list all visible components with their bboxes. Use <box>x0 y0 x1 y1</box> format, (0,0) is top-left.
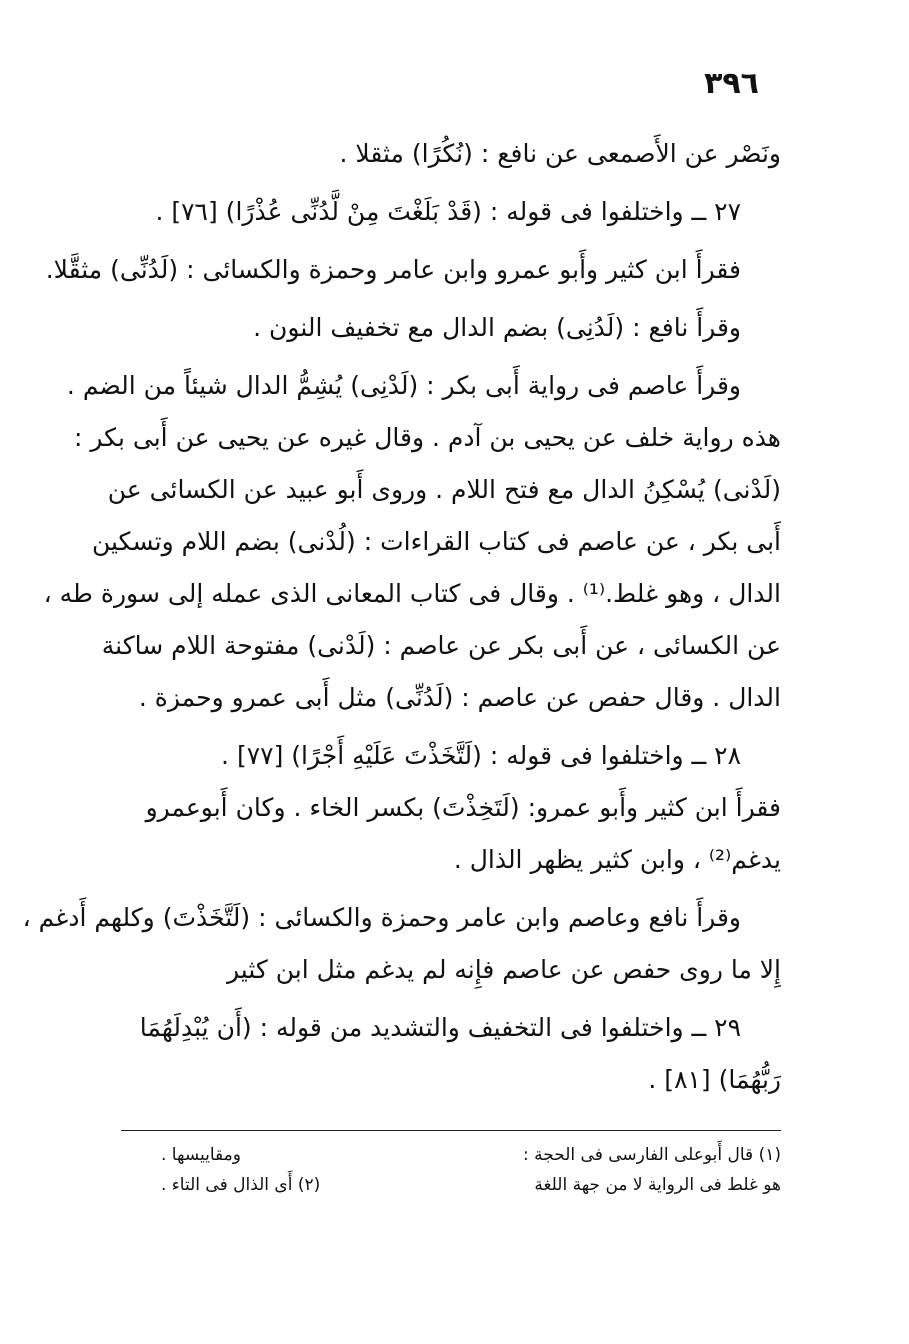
footnote-row <box>111 1140 781 1170</box>
text-line: ٢٧ ــ واختلفوا فى قوله : (قَدْ بَلَغْتَ مِنْ لَّدُنِّى عُذْرًا) [٧٦] . <box>155 197 741 226</box>
main-text <box>22 128 781 1106</box>
footnotes <box>111 1140 781 1200</box>
text-line: هذه رواية خلف عن يحيى بن آدم . وقال غيره عن يحيى عن أَبى بكر : <box>74 423 781 452</box>
text-line: يدغم⁽²⁾ ، وابن كثير يظهر الذال . <box>453 845 781 874</box>
text-line: وقرأَ نافع : (لَدُنِى) بضم الدال مع تخفيف النون . <box>253 313 741 342</box>
text-line: فقرأَ ابن كثير وأَبو عمرو: (لَتَخِذْتَ) بكسر الخاء . وكان أَبوعمرو <box>145 793 781 822</box>
text-line: إِلا ما روى حفص عن عاصم فإِنه لم يدغم مثل ابن كثير <box>227 955 781 984</box>
text-line: (لَدْنى) يُسْكِنُ الدال مع فتح اللام . وروى أَبو عبيد عن الكسائى عن <box>107 475 781 504</box>
text-line: ٢٨ ــ واختلفوا فى قوله : (لَتَّخَذْتَ عَلَيْهِ أَجْرًا) [٧٧] . <box>221 741 741 770</box>
page-number: ٣٩٦ <box>704 66 759 101</box>
footnote-2-text: (٢) أَى الذال فى التاء . <box>161 1175 321 1195</box>
text-line: الدال . وقال حفص عن عاصم : (لَدُنِّى) مثل أَبى عمرو وحمزة . <box>138 683 781 712</box>
footnote-row <box>111 1170 781 1200</box>
footnote-1-continuation: ومقاييسها . <box>161 1145 241 1165</box>
footnote-separator <box>121 1130 781 1131</box>
footnote-1-text: (١) قال أَبوعلى الفارسى فى الحجة : <box>523 1145 781 1165</box>
text-line: رَبُّهُمَا) [٨١] . <box>648 1065 781 1094</box>
text-line: عن الكسائى ، عن أَبى بكر عن عاصم : (لَدْنى) مفتوحة اللام ساكنة <box>101 631 781 660</box>
text-line: وقرأَ نافع وعاصم وابن عامر وحمزة والكسائى : (لَتَّخَذْتَ) وكلهم أَدغم ، <box>22 903 741 932</box>
text-line: ٢٩ ــ واختلفوا فى التخفيف والتشديد من قوله : (أَن يُبْدِلَهُمَا <box>139 1013 741 1042</box>
text-line: ونَصْر عن الأَصمعى عن نافع : (نُكُرًا) مثقلا . <box>339 139 781 168</box>
footnote-1-continuation-2: هو غلط فى الرواية لا من جهة اللغة <box>534 1175 781 1195</box>
text-line: الدال ، وهو غلط.⁽¹⁾ . وقال فى كتاب المعانى الذى عمله إلى سورة طه ، <box>43 579 781 608</box>
text-line: أَبى بكر ، عن عاصم فى كتاب القراءات : (لُدْنى) بضم اللام وتسكين <box>91 527 781 556</box>
text-line: وقرأَ عاصم فى رواية أَبى بكر : (لَدْنِى) يُشِمُّ الدال شيئاً من الضم . <box>66 371 741 400</box>
text-line: فقرأَ ابن كثير وأَبو عمرو وابن عامر وحمزة والكسائى : (لَدُنِّى) مثقَّلا. <box>45 255 741 284</box>
